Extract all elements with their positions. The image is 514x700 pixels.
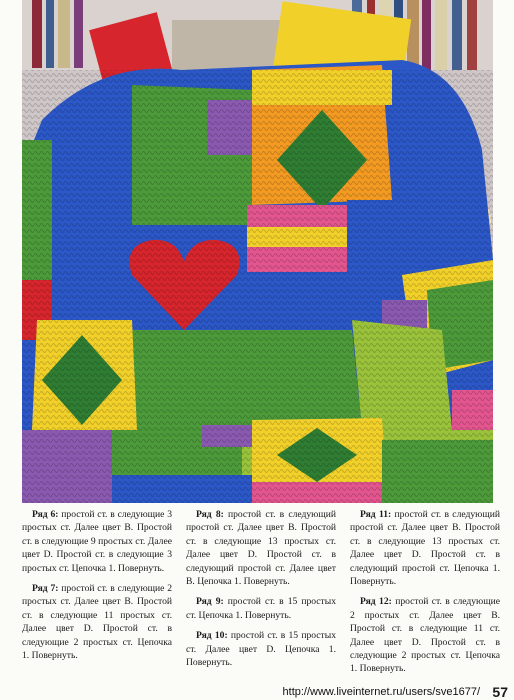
- text-column-2: [186, 508, 336, 688]
- instructions-text: [22, 508, 500, 688]
- row-instruction: Ряд 9: простой ст. в 15 простых ст. Цепочка 1. Повернуть.: [186, 596, 336, 621]
- text-column-3: [350, 508, 500, 688]
- text-column-1: [22, 508, 172, 688]
- row-instruction: Ряд 11: простой ст. в следующий простой ст. Далее цвет B. Простой ст. в следующие 13 простых ст. Далее цвет D. Простой ст. в следующий простой ст. Цепочка 1. Повернуть.: [350, 509, 500, 588]
- row-instruction: Ряд 7: простой ст. в следующие 2 простых ст. Далее цвет B. Простой ст. в следующие 11 простых ст. Далее цвет D. Простой ст. в следующие 2 простых ст. Цепочка 1. Повернуть.: [22, 583, 172, 662]
- page-number: 57: [492, 684, 508, 700]
- row-instruction: Ряд 10: простой ст. в 15 простых ст. Далее цвет D. Цепочка 1. Повернуть.: [186, 630, 336, 669]
- row-instruction: Ряд 8: простой ст. в следующий простой ст. Далее цвет B. Простой ст. в следующие 13 простых ст. Далее цвет D. Простой ст. в следующий простой ст. Далее цвет B. Цепочка 1. Повернуть.: [186, 509, 337, 588]
- crochet-blanket-photo: [22, 0, 493, 503]
- row-instruction: Ряд 12: простой ст. в следующие 2 простых ст. Далее цвет B. Простой ст. в следующие 11 ст. Далее цвет D. Простой ст. в следующие 2 простых ст. Цепочка 1. Повернуть.: [350, 596, 501, 675]
- source-url-link[interactable]: http://www.liveinternet.ru/users/sve1677/: [282, 686, 480, 698]
- row-instruction: Ряд 6: простой ст. в следующие 3 простых ст. Далее цвет B. Простой ст. в следующие 9 простых ст. Далее цвет D. Простой ст. в следующие 3 простых ст. Цепочка 1. Повернуть.: [22, 509, 172, 574]
